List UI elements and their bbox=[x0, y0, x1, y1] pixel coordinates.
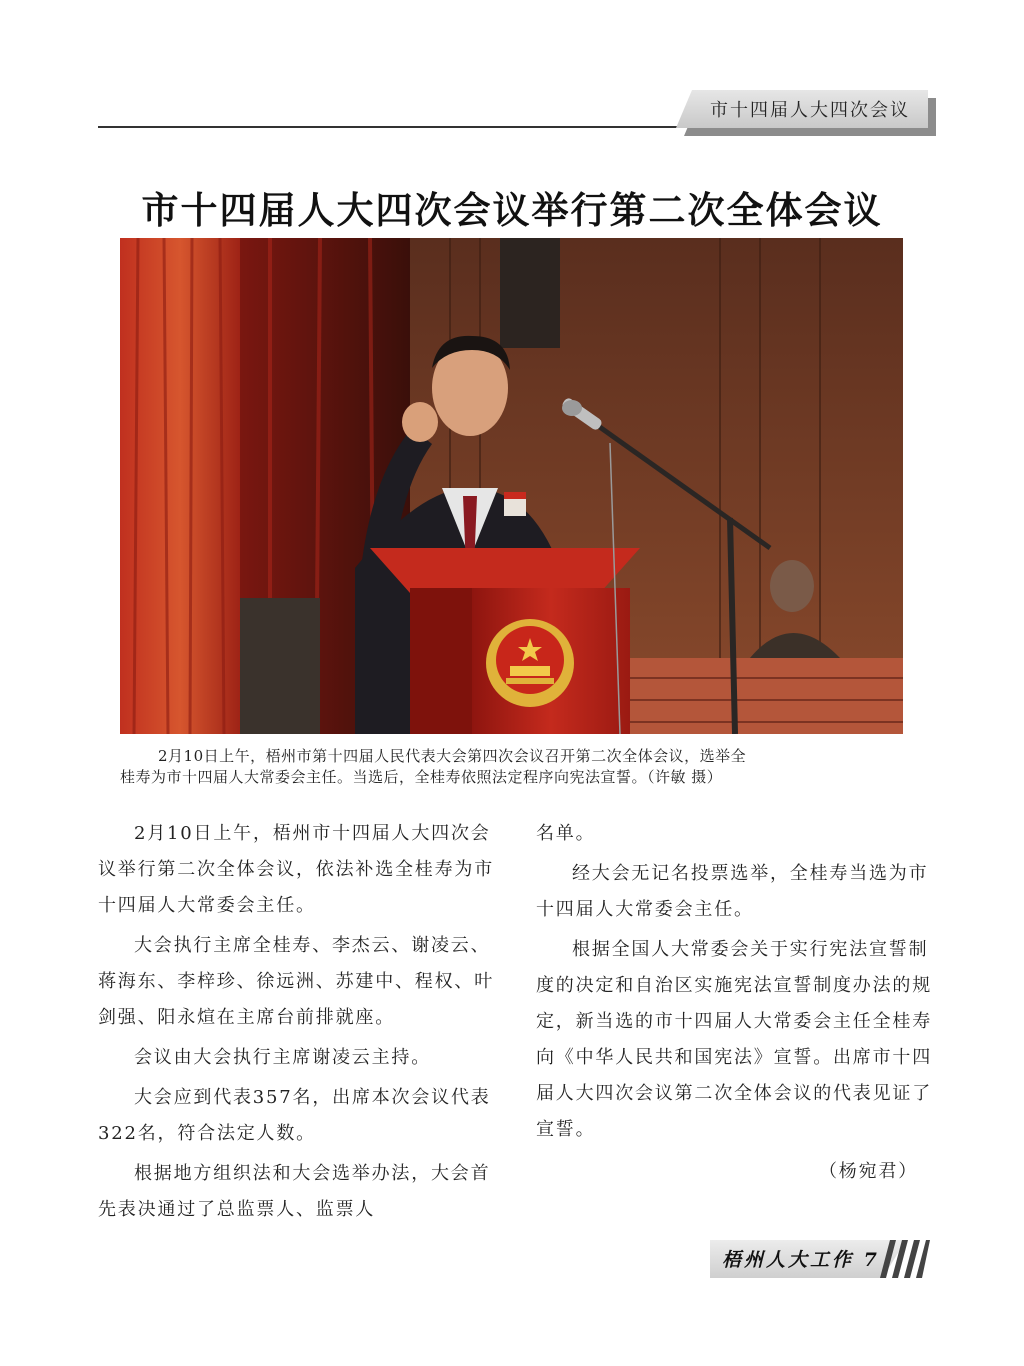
caption-line: 2月10日上午，梧州市第十四届人民代表大会第四次会议召开第二次全体会议，选举全 bbox=[158, 747, 747, 765]
article-byline: （杨宛君） bbox=[819, 1161, 918, 1182]
body-paragraph: 经大会无记名投票选举，全桂寿当选为市十四届人大常委会主任。 bbox=[536, 863, 929, 920]
footer-publication bbox=[722, 1245, 880, 1272]
body-continuation: 名单。 bbox=[536, 823, 596, 844]
body-paragraph: 会议由大会执行主席谢凌云主持。 bbox=[134, 1047, 431, 1068]
caption-line: 桂寿为市十四届人大常委会主任。当选后，全桂寿依照法定程序向宪法宣誓。（许敏 摄） bbox=[120, 768, 723, 786]
footer-stripes bbox=[880, 1240, 930, 1278]
photo-illustration bbox=[120, 238, 903, 734]
body-paragraph: 2月10日上午，梧州市十四届人大四次会议举行第二次全体会议，依法补选全桂寿为市十四届人大常委会主任。 bbox=[98, 823, 494, 916]
body-paragraph: 大会执行主席全桂寿、李杰云、谢凌云、蒋海东、李梓珍、徐远洲、苏建中、程权、叶剑强、阳永煊在主席台前排就座。 bbox=[98, 935, 494, 1028]
article-photo bbox=[120, 238, 903, 734]
body-paragraph: 根据地方组织法和大会选举办法，大会首先表决通过了总监票人、监票人 bbox=[98, 1163, 491, 1220]
body-column-left bbox=[98, 816, 494, 1232]
body-paragraph: 根据全国人大常委会关于实行宪法宣誓制度的决定和自治区实施宪法宣誓制度办法的规定，新当选的市十四届人大常委会主任全桂寿向《中华人民共和国宪法》宣誓。出席市十四届人大四次会议第二次全体会议的代表见证了宣誓。 bbox=[536, 939, 932, 1140]
page-number: 7 bbox=[863, 1249, 880, 1271]
article-title: 市十四届人大四次会议举行第二次全体会议 bbox=[141, 188, 883, 232]
body-paragraph: 大会应到代表357名，出席本次会议代表322名，符合法定人数。 bbox=[98, 1087, 491, 1144]
body-column-right bbox=[536, 816, 932, 1194]
publication-name: 梧州人大工作 bbox=[722, 1249, 855, 1271]
header-rule bbox=[98, 126, 698, 128]
photo-caption bbox=[120, 746, 904, 788]
section-label: 市十四届人大四次会议 bbox=[710, 100, 910, 121]
